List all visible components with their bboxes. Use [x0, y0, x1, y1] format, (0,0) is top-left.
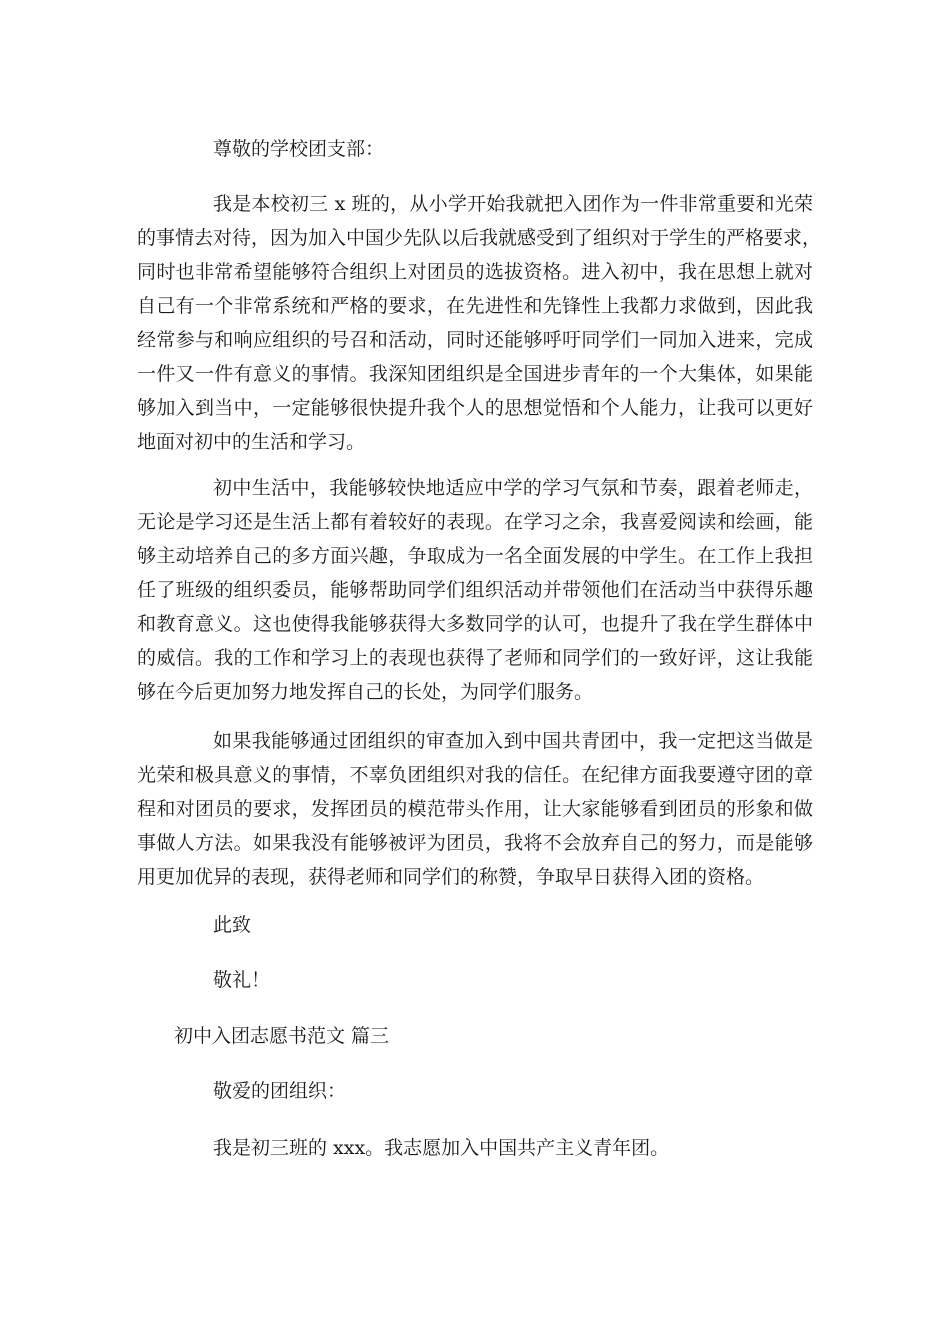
paragraph-2-line: 无论是学习还是生活上都有着较好的表现。在学习之余，我喜爱阅读和绘画，能: [137, 511, 813, 533]
paragraph-1: [137, 187, 822, 459]
paragraph-1-line: 自己有一个非常系统和严格的要求，在先进性和先锋性上我都力求做到，因此我: [137, 295, 813, 317]
section-title: 初中入团志愿书范文 篇三: [174, 1025, 390, 1047]
paragraph-2-line: 初中生活中，我能够较快地适应中学的学习气氛和节奏，跟着老师走，: [213, 477, 813, 499]
salutation-school-branch: 尊敬的学校团支部：: [213, 138, 385, 160]
salutation-league: 敬爱的团组织：: [213, 1080, 347, 1102]
paragraph-4: 我是初三班的 xxx。我志愿加入中国共产主义青年团。: [213, 1137, 670, 1159]
paragraph-1-line: 同时也非常希望能够符合组织上对团员的选拔资格。进入初中，我在思想上就对: [137, 261, 813, 283]
closing-cizhi: 此致: [213, 914, 252, 936]
closing-jingli: 敬礼！: [213, 969, 271, 991]
paragraph-3-line: 用更加优异的表现，获得老师和同学们的称赞，争取早日获得入团的资格。: [137, 866, 765, 888]
paragraph-2-line: 任了班级的组织委员，能够帮助同学们组织活动并带领他们在活动当中获得乐趣: [137, 579, 813, 601]
paragraph-3-line: 光荣和极具意义的事情，不辜负团组织对我的信任。在纪律方面我要遵守团的章: [137, 764, 813, 786]
paragraph-1-line: 我是本校初三 x 班的，从小学开始我就把入团作为一件非常重要和光荣: [213, 193, 813, 215]
paragraph-2-line: 够主动培养自己的多方面兴趣，争取成为一名全面发展的中学生。在工作上我担: [137, 545, 813, 567]
paragraph-1-line: 地面对初中的生活和学习。: [137, 431, 366, 453]
paragraph-3-line: 事做人方法。如果我没有能够被评为团员，我将不会放弃自己的努力，而是能够: [137, 832, 813, 854]
paragraph-1-line: 经常参与和响应组织的号召和活动，同时还能够呼吁同学们一同加入进来，完成: [137, 329, 813, 351]
paragraph-3-line: 程和对团员的要求，发挥团员的模范带头作用，让大家能够看到团员的形象和做: [137, 798, 813, 820]
paragraph-2: [137, 471, 813, 709]
paragraph-3-line: 如果我能够通过团组织的审查加入到中国共青团中，我一定把这当做是: [213, 730, 813, 752]
paragraph-1-line: 一件又一件有意义的事情。我深知团组织是全国进步青年的一个大集体，如果能: [137, 363, 813, 385]
paragraph-2-line: 和教育意义。这也使得我能够获得大多数同学的认可，也提升了我在学生群体中: [137, 613, 813, 635]
paragraph-1-line: 的事情去对待，因为加入中国少先队以后我就感受到了组织对于学生的严格要求，: [137, 227, 822, 249]
paragraph-3: [137, 724, 813, 894]
paragraph-2-line: 够在今后更加努力地发挥自己的长处，为同学们服务。: [137, 681, 594, 703]
paragraph-1-line: 够加入到当中，一定能够很快提升我个人的思想觉悟和个人能力，让我可以更好: [137, 397, 813, 419]
paragraph-2-line: 的威信。我的工作和学习上的表现也获得了老师和同学们的一致好评，这让我能: [137, 647, 813, 669]
